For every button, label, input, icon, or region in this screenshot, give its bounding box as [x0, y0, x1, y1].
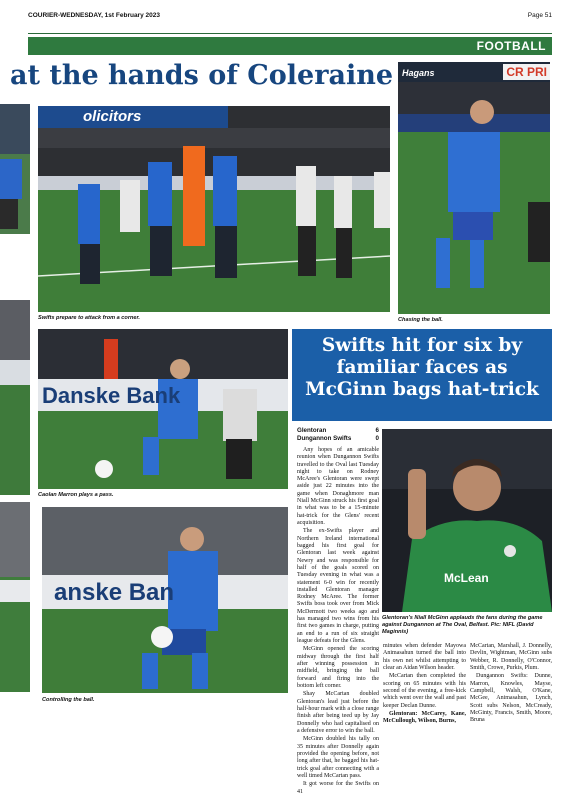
article-column-2: [383, 643, 466, 733]
paragraph: Glentoran: McCarey, Kane, McCullough, Wilson, Burns,: [383, 711, 466, 725]
page-number: Page 51: [527, 12, 552, 19]
board-hagans: Hagans: [402, 68, 435, 78]
board-crpri: CR PRI: [503, 64, 550, 80]
score-box: [297, 427, 379, 443]
shirt-sponsor: McLean: [444, 571, 489, 585]
score-team: Glentoran: [297, 427, 327, 434]
spillover-photo-3: [0, 502, 30, 692]
caption-pass: Caolan Marron plays a pass.: [38, 492, 114, 498]
article-column-1: [297, 447, 379, 795]
spillover-photo-1: [0, 104, 30, 234]
board-solicitors: olicitors: [83, 108, 142, 125]
section-bar: [28, 37, 552, 55]
spillover-headline: at the hands of Coleraine: [10, 60, 394, 91]
paragraph: McGinn doubled his tally on 35 minutes after Donnelly again provided the opening before, not long after that, he bagged his hat-trick goal after connecting with a well timed McCartan pass.: [297, 736, 379, 779]
photo-mcginn-portrait: [382, 429, 552, 612]
paragraph: minutes when defender Mayowa Animasahun turned the ball into his own net whilst attempting to clear an Aidan Wilson header.: [383, 643, 466, 671]
photo-corner: [38, 106, 390, 312]
score-row: [297, 427, 379, 435]
header-rule: [28, 33, 552, 34]
photo-controlling: [42, 507, 288, 693]
article-title-box: [292, 329, 552, 421]
caption-portrait: Glentoran's Niall McGinn applauds the fans during the game against Dungannon at The Oval, Belfast. Pic: NIFL (David Maginnis): [382, 615, 543, 635]
section-label: FOOTBALL: [476, 39, 546, 53]
paragraph: McCartan then completed the scoring on 65 minutes with his second of the evening, a free-kick which went over the wall and past keeper Declan Dunne.: [383, 673, 466, 709]
score-team: Dungannon Swifts: [297, 435, 352, 442]
page-header: [28, 10, 552, 22]
paper-date: COURIER-WEDNESDAY, 1st February 2023: [28, 12, 160, 19]
score-row: [297, 435, 379, 443]
board-anske-ban: anske Ban: [54, 579, 175, 606]
paragraph: McGinn opened the scoring midway through the first half after winning possession in midfield, bringing the ball forward and firing into the bottom left corner.: [297, 646, 379, 689]
caption-corner: Swifts prepare to attack from a corner.: [38, 315, 140, 321]
photo-chasing: [398, 62, 550, 314]
paragraph: Shay McCartan doubled Glentoran's lead just before the half-hour mark with a close range finish after being teed up by Jay Donnelly who had capitalised on a defensive error to win the ball.: [297, 691, 379, 734]
paragraph: The ex-Swifts player and Northern Ireland international bagged his first goal for Glentoran last week against Newry and was responsible for half of the goals scored on Tuesday evening in what was a statement 6-0 win for recently installed Glentoran manager Rodney McAree. The former Swifts boss took over from Mick McDermott two weeks ago and has managed two wins from his first two games in charge, putting an end to a run of six straight league defeats for the Glens.: [297, 528, 379, 644]
spillover-photo-2: [0, 300, 30, 495]
paragraph: McCartan, Marshall, J. Donnelly, Devlin, Wightman, McGinn subs Webber, R. Donnelly, O'Connor, Smith, Crowe, Purkis, Plum.: [470, 643, 552, 671]
paragraph: Dungannon Swifts: Dunne, Marron, Knowles, Mayse, Campbell, Walsh, O'Kane, McGee, Animasahun, Lynch, Scott subs Nelson, McCready, McGinty, Francis, Smith, Moore, Bruna: [470, 673, 552, 724]
article-title: Swifts hit for six by familiar faces as McGinn bags hat-trick: [305, 335, 539, 400]
photo-pass: [38, 329, 288, 489]
paragraph: It got worse for the Swifts on 41: [297, 781, 379, 795]
score-goals: 0: [375, 435, 379, 442]
score-goals: 6: [375, 427, 379, 434]
paragraph: Any hopes of an amicable reunion when Dungannon Swifts travelled to the Oval last Tuesday night to take on Rodney McAree's Glentoran were swept aside just 22 minutes into the game when Donaghmore man Niall McGinn struck his first goal in what was to be a 15-minute hat-trick for the Glens' recent acquisition.: [297, 447, 379, 526]
caption-controlling: Controlling the ball.: [42, 697, 95, 703]
article-column-3: [470, 643, 552, 733]
board-danske-bank: Danske Bank: [42, 383, 181, 408]
caption-chasing: Chasing the ball.: [398, 317, 443, 323]
